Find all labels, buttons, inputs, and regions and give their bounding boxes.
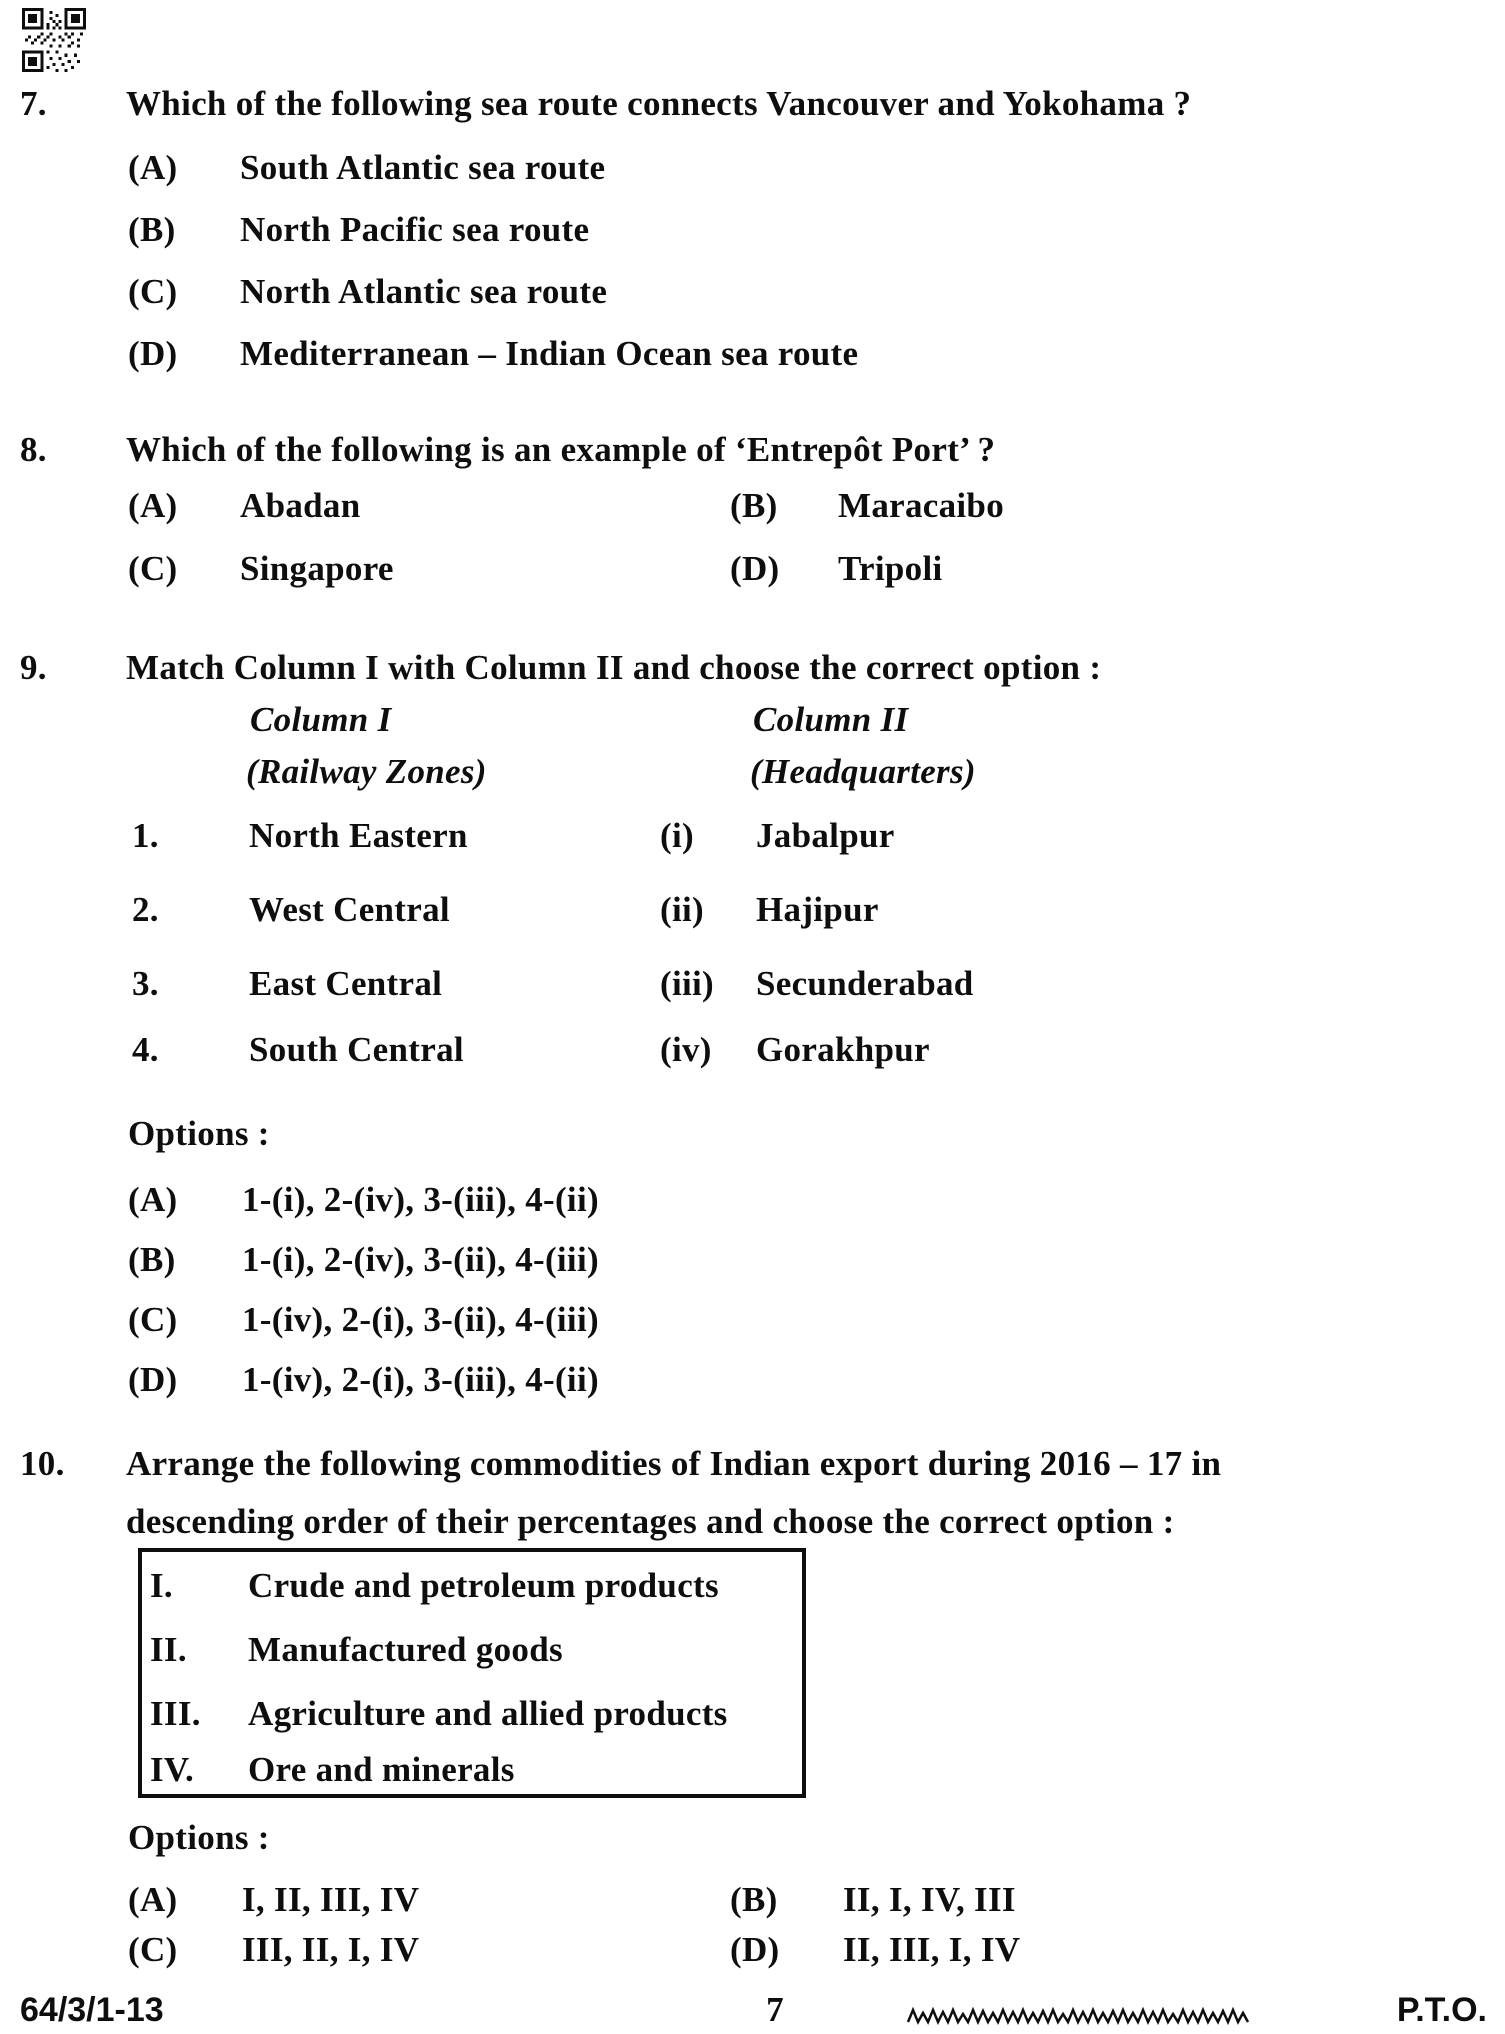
commodity-label: IV. (150, 1750, 195, 1789)
commodity-label: I. (150, 1566, 173, 1605)
question-number: 10. (20, 1444, 65, 1483)
options-heading: Options : (128, 1818, 270, 1857)
column2-header: Column II (753, 700, 909, 739)
option-label: (D) (730, 549, 780, 588)
option-text: 1-(iv), 2-(i), 3-(ii), 4-(iii) (242, 1300, 599, 1339)
option-label: (B) (128, 210, 176, 249)
option-label: (C) (128, 549, 178, 588)
question-number: 8. (20, 430, 47, 469)
match-row-number: 3. (132, 964, 159, 1003)
commodity-label: II. (150, 1630, 187, 1669)
commodity-label: III. (150, 1694, 201, 1733)
option-text: Tripoli (838, 549, 943, 588)
option-text: Maracaibo (838, 486, 1004, 525)
option-text: South Atlantic sea route (240, 148, 606, 187)
column1-subheader: (Railway Zones) (246, 752, 487, 791)
option-label: (B) (730, 1880, 778, 1919)
option-label: (A) (128, 1880, 178, 1919)
commodity-text: Agriculture and allied products (248, 1694, 728, 1733)
match-row-zone: East Central (249, 964, 443, 1003)
option-text: Abadan (240, 486, 361, 525)
qr-code-icon (22, 8, 86, 72)
option-text: II, III, I, IV (843, 1930, 1021, 1969)
option-label: (B) (730, 486, 778, 525)
match-row-hq: Secunderabad (756, 964, 974, 1003)
squiggle-divider (906, 2002, 1251, 2030)
footer-page-number: 7 (766, 1990, 784, 2029)
option-text: III, II, I, IV (242, 1930, 420, 1969)
question-text-line2: descending order of their percentages and choose the correct option : (126, 1502, 1175, 1541)
match-row-hq: Hajipur (756, 890, 879, 929)
match-row-roman: (i) (660, 816, 694, 855)
option-label: (D) (128, 334, 178, 373)
match-row-number: 1. (132, 816, 159, 855)
question-text: Which of the following is an example of ‘Entrepôt Port’ ? (126, 430, 996, 469)
column1-header: Column I (250, 700, 392, 739)
option-text: 1-(i), 2-(iv), 3-(iii), 4-(ii) (242, 1180, 599, 1219)
match-row-zone: North Eastern (249, 816, 468, 855)
footer-pto: P.T.O. (1396, 1991, 1487, 2029)
option-label: (A) (128, 486, 178, 525)
option-label: (D) (128, 1360, 178, 1399)
option-text: 1-(iv), 2-(i), 3-(iii), 4-(ii) (242, 1360, 599, 1399)
option-text: 1-(i), 2-(iv), 3-(ii), 4-(iii) (242, 1240, 599, 1279)
match-row-number: 2. (132, 890, 159, 929)
column2-subheader: (Headquarters) (750, 752, 976, 791)
match-row-zone: West Central (249, 890, 450, 929)
match-row-roman: (iv) (660, 1030, 712, 1069)
question-text-line1: Arrange the following commodities of Indian export during 2016 – 17 in (126, 1444, 1222, 1483)
commodity-text: Crude and petroleum products (248, 1566, 719, 1605)
option-text: North Pacific sea route (240, 210, 590, 249)
option-label: (C) (128, 272, 178, 311)
match-row-hq: Jabalpur (756, 816, 895, 855)
option-label: (A) (128, 1180, 178, 1219)
option-label: (A) (128, 148, 178, 187)
option-label: (B) (128, 1240, 176, 1279)
option-text: II, I, IV, III (843, 1880, 1016, 1919)
option-label: (D) (730, 1930, 780, 1969)
match-row-roman: (iii) (660, 964, 714, 1003)
option-text: North Atlantic sea route (240, 272, 608, 311)
match-row-roman: (ii) (660, 890, 704, 929)
option-text: Singapore (240, 549, 394, 588)
options-heading: Options : (128, 1114, 270, 1153)
question-text: Which of the following sea route connects Vancouver and Yokohama ? (126, 84, 1192, 123)
match-row-number: 4. (132, 1030, 159, 1069)
question-number: 7. (20, 84, 47, 123)
option-label: (C) (128, 1930, 178, 1969)
commodity-text: Manufactured goods (248, 1630, 563, 1669)
option-label: (C) (128, 1300, 178, 1339)
option-text: Mediterranean – Indian Ocean sea route (240, 334, 859, 373)
option-text: I, II, III, IV (242, 1880, 420, 1919)
question-text: Match Column I with Column II and choose the correct option : (126, 648, 1102, 687)
question-number: 9. (20, 648, 47, 687)
match-row-zone: South Central (249, 1030, 464, 1069)
match-row-hq: Gorakhpur (756, 1030, 930, 1069)
footer-paper-code: 64/3/1-13 (20, 1991, 164, 2029)
commodity-text: Ore and minerals (248, 1750, 515, 1789)
